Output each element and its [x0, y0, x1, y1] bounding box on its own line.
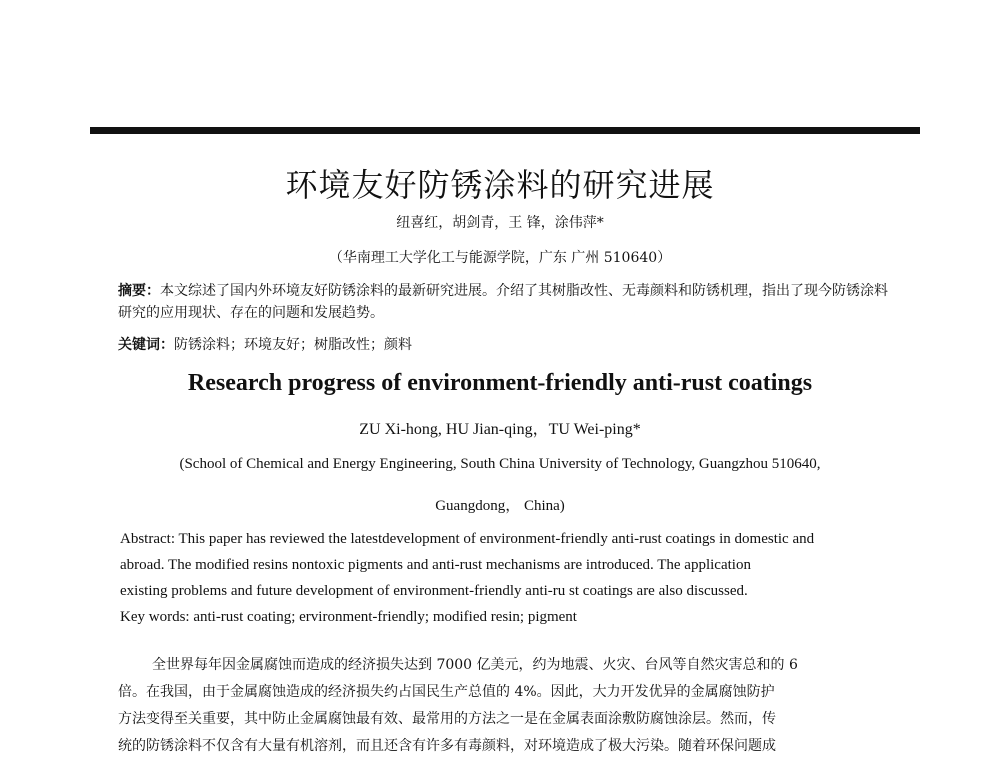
affiliation-chinese: （华南理工大学化工与能源学院，广东 广州 510640） — [328, 250, 672, 266]
abstract-english — [120, 526, 900, 630]
abstract-chinese-label: 摘要： — [118, 283, 160, 299]
authors-chinese: 纽喜红，胡剑青，王 锋，涂伟萍* — [396, 215, 604, 231]
title-english: Research progress of environment-friendly anti-rust coatings — [187, 370, 813, 396]
body-text-chinese — [118, 652, 893, 760]
affiliation-english-line2: Guangdong， China) — [435, 498, 565, 514]
abstract-english-line: abroad. The modified resins nontoxic pigments and anti-rust mechanisms are introduced. The application — [120, 557, 751, 573]
keywords-chinese — [118, 334, 412, 354]
keywords-chinese-text: 防锈涂料；环境友好；树脂改性；颜料 — [174, 337, 412, 353]
authors-english: ZU Xi-hong, HU Jian-qing，TU Wei-ping* — [359, 421, 641, 438]
affiliation-english-line1: (School of Chemical and Energy Engineering, South China University of Technology, Guangzhou 510640, — [179, 456, 821, 472]
header-rule — [90, 127, 920, 134]
body-line: 倍。在我国，由于金属腐蚀造成的经济损失约占国民生产总值的 4%。因此，大力开发优异的金属腐蚀防护 — [118, 684, 775, 700]
abstract-english-line: Abstract: This paper has reviewed the latestdevelopment of environment-friendly anti-rust coatings in domestic and — [120, 531, 815, 547]
keywords-chinese-label: 关键词： — [118, 337, 174, 353]
abstract-chinese — [118, 280, 888, 324]
body-line: 全世界每年因金属腐蚀而造成的经济损失达到 7000 亿美元，约为地震、火灾、台风等自然灾害总和的 6 — [152, 657, 798, 673]
abstract-english-line: existing problems and future development of environment-friendly anti-ru st coatings are also discussed. — [120, 583, 748, 599]
body-line: 统的防锈涂料不仅含有大量有机溶剂，而且还含有许多有毒颜料，对环境造成了极大污染。随着环保问题成 — [118, 738, 776, 754]
abstract-chinese-text: 本文综述了国内外环境友好防锈涂料的最新研究进展。介绍了其树脂改性、无毒颜料和防锈机理，指出了现今防锈涂料研究的应用现状、存在的问题和发展趋势。 — [118, 283, 888, 321]
title-chinese: 环境友好防锈涂料的研究进展 — [285, 166, 715, 204]
keywords-english-line: Key words: anti-rust coating; ervironment-friendly; modified resin; pigment — [120, 609, 577, 625]
body-line: 方法变得至关重要，其中防止金属腐蚀最有效、最常用的方法之一是在金属表面涂敷防腐蚀涂层。然而，传 — [118, 711, 776, 727]
